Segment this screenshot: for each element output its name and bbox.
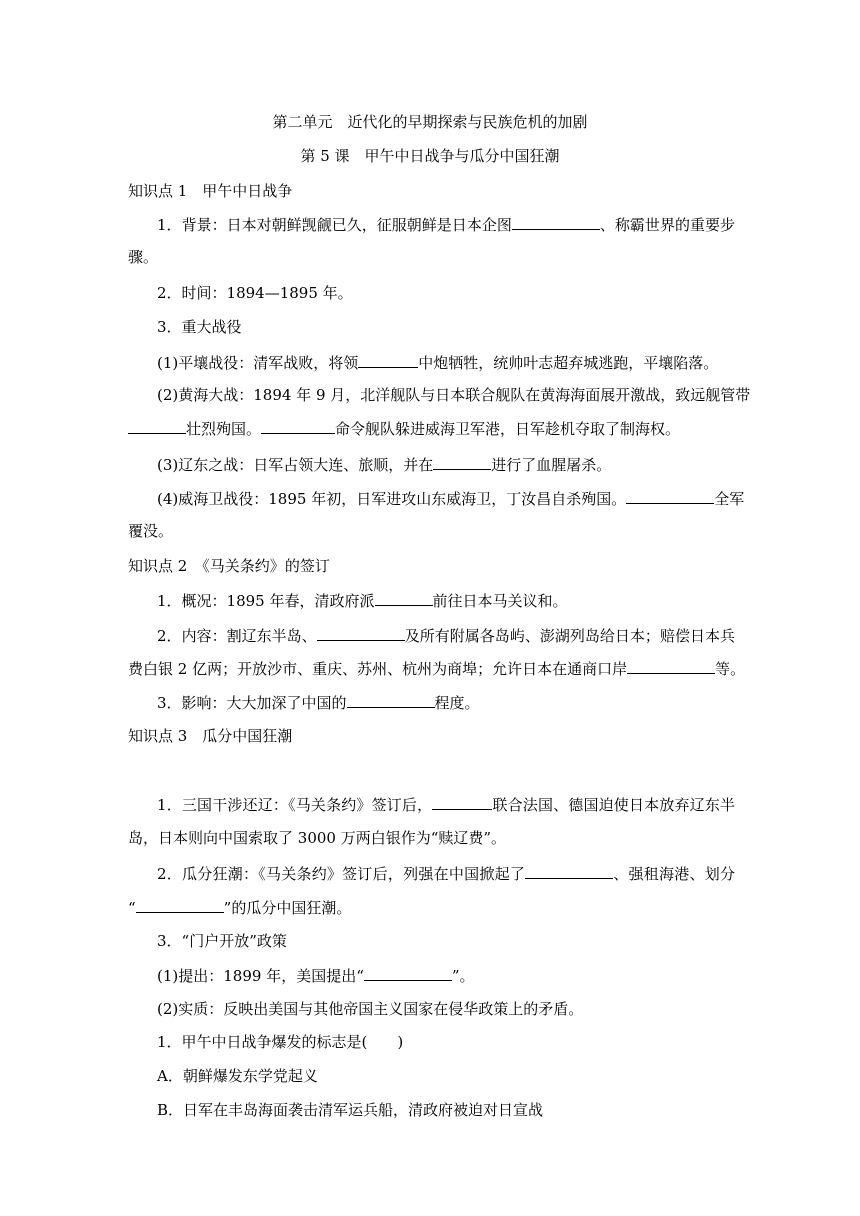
blank [525,863,613,879]
kp1-heading: 知识点 1 甲午中日战争 [128,182,293,200]
blank [136,897,224,913]
kp2-impact: 3．影响：大大加深了中国的 程度。 [157,694,480,712]
kp3-open-door-proposal: (1)提出：1899 年，美国提出“ ”。 [157,967,475,985]
question-option-a: A．朝鲜爆发东学党起义 [157,1067,318,1085]
kp2-content-line1: 2．内容：割辽东半岛、 及所有附属各岛屿、澎湖列岛给日本；赔偿日本兵 [157,627,735,645]
blank [358,352,418,368]
kp1-background-line1: 1．背景：日本对朝鲜觊觎已久，征服朝鲜是日本企图 、称霸世界的重要步 [157,216,735,234]
kp2-overview: 1．概况：1895 年春，清政府派 前往日本马关议和。 [157,592,568,610]
blank [317,625,405,641]
kp3-open-door: 3．“门户开放”政策 [157,932,287,950]
kp1-yellow-sea-line2: 壮烈殉国。 命令舰队躲进威海卫军港，日军趁机夺取了制海权。 [128,418,680,439]
kp3-scramble-line1: 2．瓜分狂潮：《马关条约》签订后，列强在中国掀起了 、强租海港、划分 [157,865,735,883]
kp1-liaodong: (3)辽东之战：日军占领大连、旅顺，并在 进行了血腥屠杀。 [157,456,612,474]
blank [347,692,435,708]
question-option-b: B．日军在丰岛海面袭击清军运兵船，清政府被迫对日宣战 [157,1101,544,1119]
blank [627,658,715,674]
blank [433,454,491,470]
kp2-content-line2: 费白银 2 亿两；开放沙市、重庆、苏州、杭州为商埠；允许日本在通商口岸 等。 [128,660,746,678]
blank [512,214,600,230]
kp1-pyongyang: (1)平壤战役：清军战败，将领 中炮牺牲，统帅叶志超弃城逃跑，平壤陷落。 [157,354,719,372]
kp3-open-door-essence: (2)实质：反映出美国与其他帝国主义国家在侵华政策上的矛盾。 [157,1000,584,1018]
lesson-title: 第 5 课 甲午中日战争与瓜分中国狂潮 [300,147,560,165]
kp1-yellow-sea-line1: (2)黄海大战：1894 年 9 月，北洋舰队与日本联合舰队在黄海海面展开激战，致远舰管带 [157,386,751,404]
kp3-triple-line2: 岛，日本则向中国索取了 3000 万两白银作为“赎辽费”。 [128,829,507,847]
blank [626,488,714,504]
kp3-scramble-line2: “ ”的瓜分中国狂潮。 [128,899,352,917]
blank [261,418,335,434]
blank [128,418,186,434]
kp2-heading: 知识点 2 《马关条约》的签订 [128,557,330,575]
kp1-weihaiwei-line1: (4)威海卫战役：1895 年初，日军进攻山东威海卫，丁汝昌自杀殉国。 全军 [157,490,745,508]
question-stem: 1．甲午中日战争爆发的标志是( ) [157,1033,404,1051]
unit-title: 第二单元 近代化的早期探索与民族危机的加剧 [272,113,588,131]
kp3-heading: 知识点 3 瓜分中国狂潮 [128,727,293,745]
kp1-time: 2．时间：1894—1895 年。 [157,284,353,302]
kp3-triple-line1: 1．三国干涉还辽：《马关条约》签订后， 联合法国、德国迫使日本放弃辽东半 [157,796,735,814]
blank [432,794,492,810]
kp1-battles: 3．重大战役 [157,318,242,336]
blank [364,965,452,981]
kp1-weihaiwei-line2: 覆没。 [128,522,174,540]
kp1-background-line2: 骤。 [128,248,159,266]
blank [375,590,433,606]
